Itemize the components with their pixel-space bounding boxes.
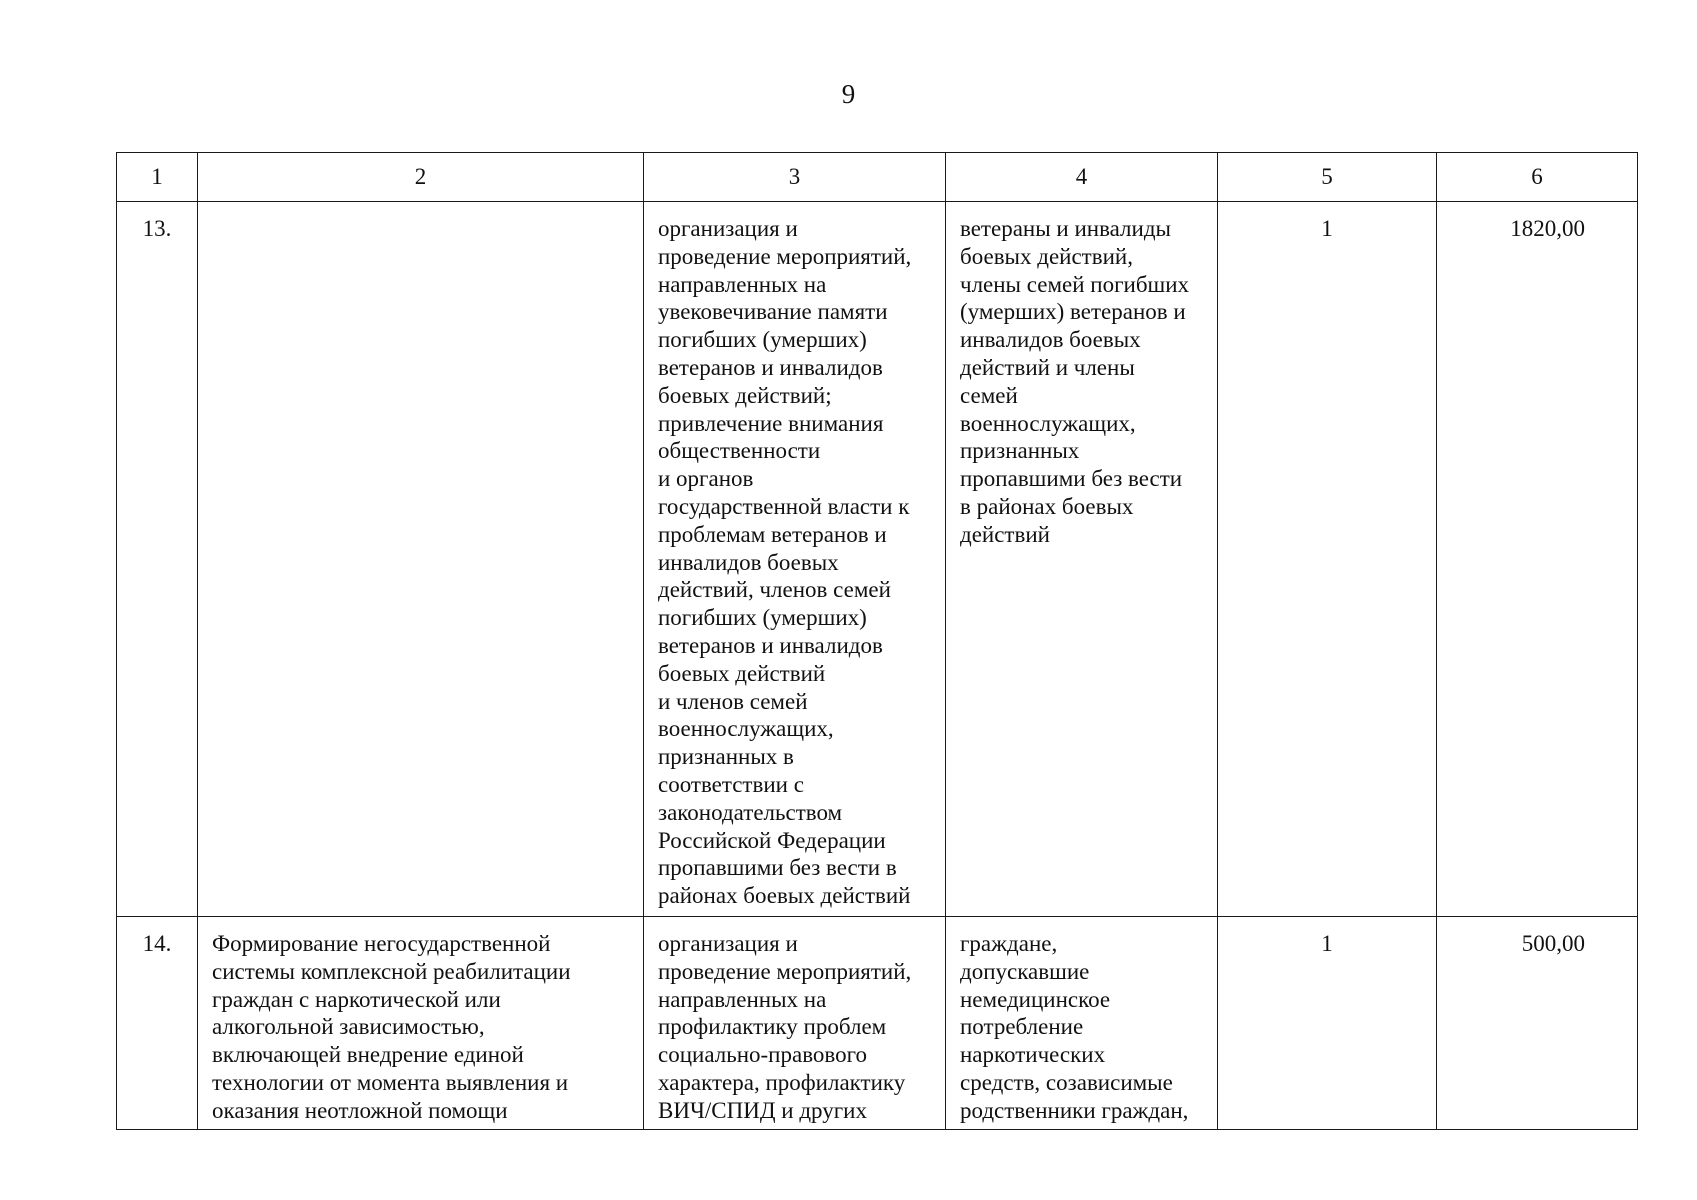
text-line: погибших (умерших) <box>658 605 867 631</box>
text-line: районах боевых действий <box>658 883 911 909</box>
text-line: организация и <box>658 931 798 956</box>
text-line: законодательством <box>658 799 843 825</box>
text-line: ветеранов и инвалидов <box>658 632 883 658</box>
row-number: 13. <box>142 216 172 241</box>
text-line: (умерших) ветеранов и <box>960 299 1186 325</box>
text-line: пропавшими без вести <box>960 466 1183 492</box>
text-line: боевых действий, <box>960 243 1133 269</box>
header-cell: 2 <box>198 153 644 202</box>
text-line: погибших (умерших) <box>658 327 867 353</box>
text-line: пропавшими без вести в <box>658 855 897 881</box>
text-line: средств, созависимые <box>960 1069 1173 1095</box>
direction-cell <box>198 202 644 917</box>
table-row <box>117 917 1638 1130</box>
table-row <box>117 202 1638 917</box>
text-line: граждан с наркотической или <box>212 986 501 1012</box>
text-line: социально-правового <box>658 1042 867 1068</box>
row-number-cell <box>117 202 198 917</box>
text-line: признанных <box>960 438 1080 464</box>
text-line: Российской Федерации <box>658 827 886 853</box>
text-line: технологии от момента выявления и <box>212 1069 569 1095</box>
page-number: 9 <box>841 79 856 109</box>
text-line: боевых действий; <box>658 382 832 408</box>
text-line: инвалидов боевых <box>960 327 1141 353</box>
text-line: действий <box>960 521 1050 547</box>
header-cell: 5 <box>1218 153 1437 202</box>
text-line: граждане, <box>960 931 1058 956</box>
amount-value: 500,00 <box>1521 931 1585 956</box>
text-line: инвалидов боевых <box>658 549 839 575</box>
data-table <box>116 152 1638 1130</box>
text-line: государственной власти к <box>658 493 910 519</box>
text-line: признанных в <box>658 744 794 770</box>
text-line: допускавшие <box>960 958 1090 984</box>
text-line: ветераны и инвалиды <box>960 216 1171 241</box>
text-line: организация и <box>658 216 798 241</box>
text-line: профилактику проблем <box>658 1014 887 1040</box>
text-line: включающей внедрение единой <box>212 1042 524 1068</box>
amount-cell <box>1437 917 1638 1130</box>
text-line: направленных на <box>658 986 827 1012</box>
text-line: действий и члены <box>960 354 1135 380</box>
quantity-value: 1 <box>1321 216 1333 241</box>
target-group-text <box>946 917 1217 1129</box>
text-line: и членов семей <box>658 688 808 714</box>
text-line: ветеранов и инвалидов <box>658 354 883 380</box>
text-line: семей <box>960 382 1018 408</box>
header-cell: 6 <box>1437 153 1638 202</box>
text-line: военнослужащих, <box>960 410 1136 436</box>
quantity-value: 1 <box>1321 931 1333 956</box>
text-line: немедицинское <box>960 986 1111 1012</box>
text-line: ВИЧ/СПИД и других <box>658 1097 867 1123</box>
text-line: увековечивание памяти <box>658 299 888 325</box>
text-line: оказания неотложной помощи <box>212 1097 508 1123</box>
text-line: наркотических <box>960 1042 1106 1068</box>
text-line: члены семей погибших <box>960 271 1190 297</box>
text-line: действий, членов семей <box>658 577 891 603</box>
text-line: военнослужащих, <box>658 716 834 742</box>
text-line: системы комплексной реабилитации <box>212 958 571 984</box>
activity-cell <box>644 917 946 1130</box>
text-line: проведение мероприятий, <box>658 958 912 984</box>
amount-value: 1820,00 <box>1510 216 1585 241</box>
activity-text <box>644 917 945 1129</box>
direction-text <box>198 917 643 1129</box>
text-line: общественности <box>658 438 821 464</box>
text-line: Формирование негосударственной <box>212 931 551 956</box>
direction-cell <box>198 917 644 1130</box>
text-line: проведение мероприятий, <box>658 243 912 269</box>
header-cell: 4 <box>946 153 1218 202</box>
row-number-cell <box>117 917 198 1130</box>
direction-text <box>198 202 643 219</box>
text-line: привлечение внимания <box>658 410 884 436</box>
activity-text <box>644 202 945 914</box>
table-header-row <box>117 153 1638 202</box>
text-line: проблемам ветеранов и <box>658 521 887 547</box>
text-line: потребление <box>960 1014 1084 1040</box>
text-line: направленных на <box>658 271 827 297</box>
header-cell: 3 <box>644 153 946 202</box>
text-line: и органов <box>658 466 754 492</box>
quantity-cell <box>1218 202 1437 917</box>
amount-cell <box>1437 202 1638 917</box>
text-line: алкогольной зависимостью, <box>212 1014 485 1040</box>
row-number: 14. <box>142 931 172 956</box>
text-line: соответствии с <box>658 771 804 797</box>
header-cell: 1 <box>117 153 198 202</box>
text-line: в районах боевых <box>960 493 1134 519</box>
activity-cell <box>644 202 946 917</box>
text-line: характера, профилактику <box>658 1069 906 1095</box>
quantity-cell <box>1218 917 1437 1130</box>
text-line: родственники граждан, <box>960 1097 1189 1123</box>
target-group-text <box>946 202 1217 553</box>
text-line: боевых действий <box>658 660 826 686</box>
target-group-cell <box>946 917 1218 1130</box>
target-group-cell <box>946 202 1218 917</box>
